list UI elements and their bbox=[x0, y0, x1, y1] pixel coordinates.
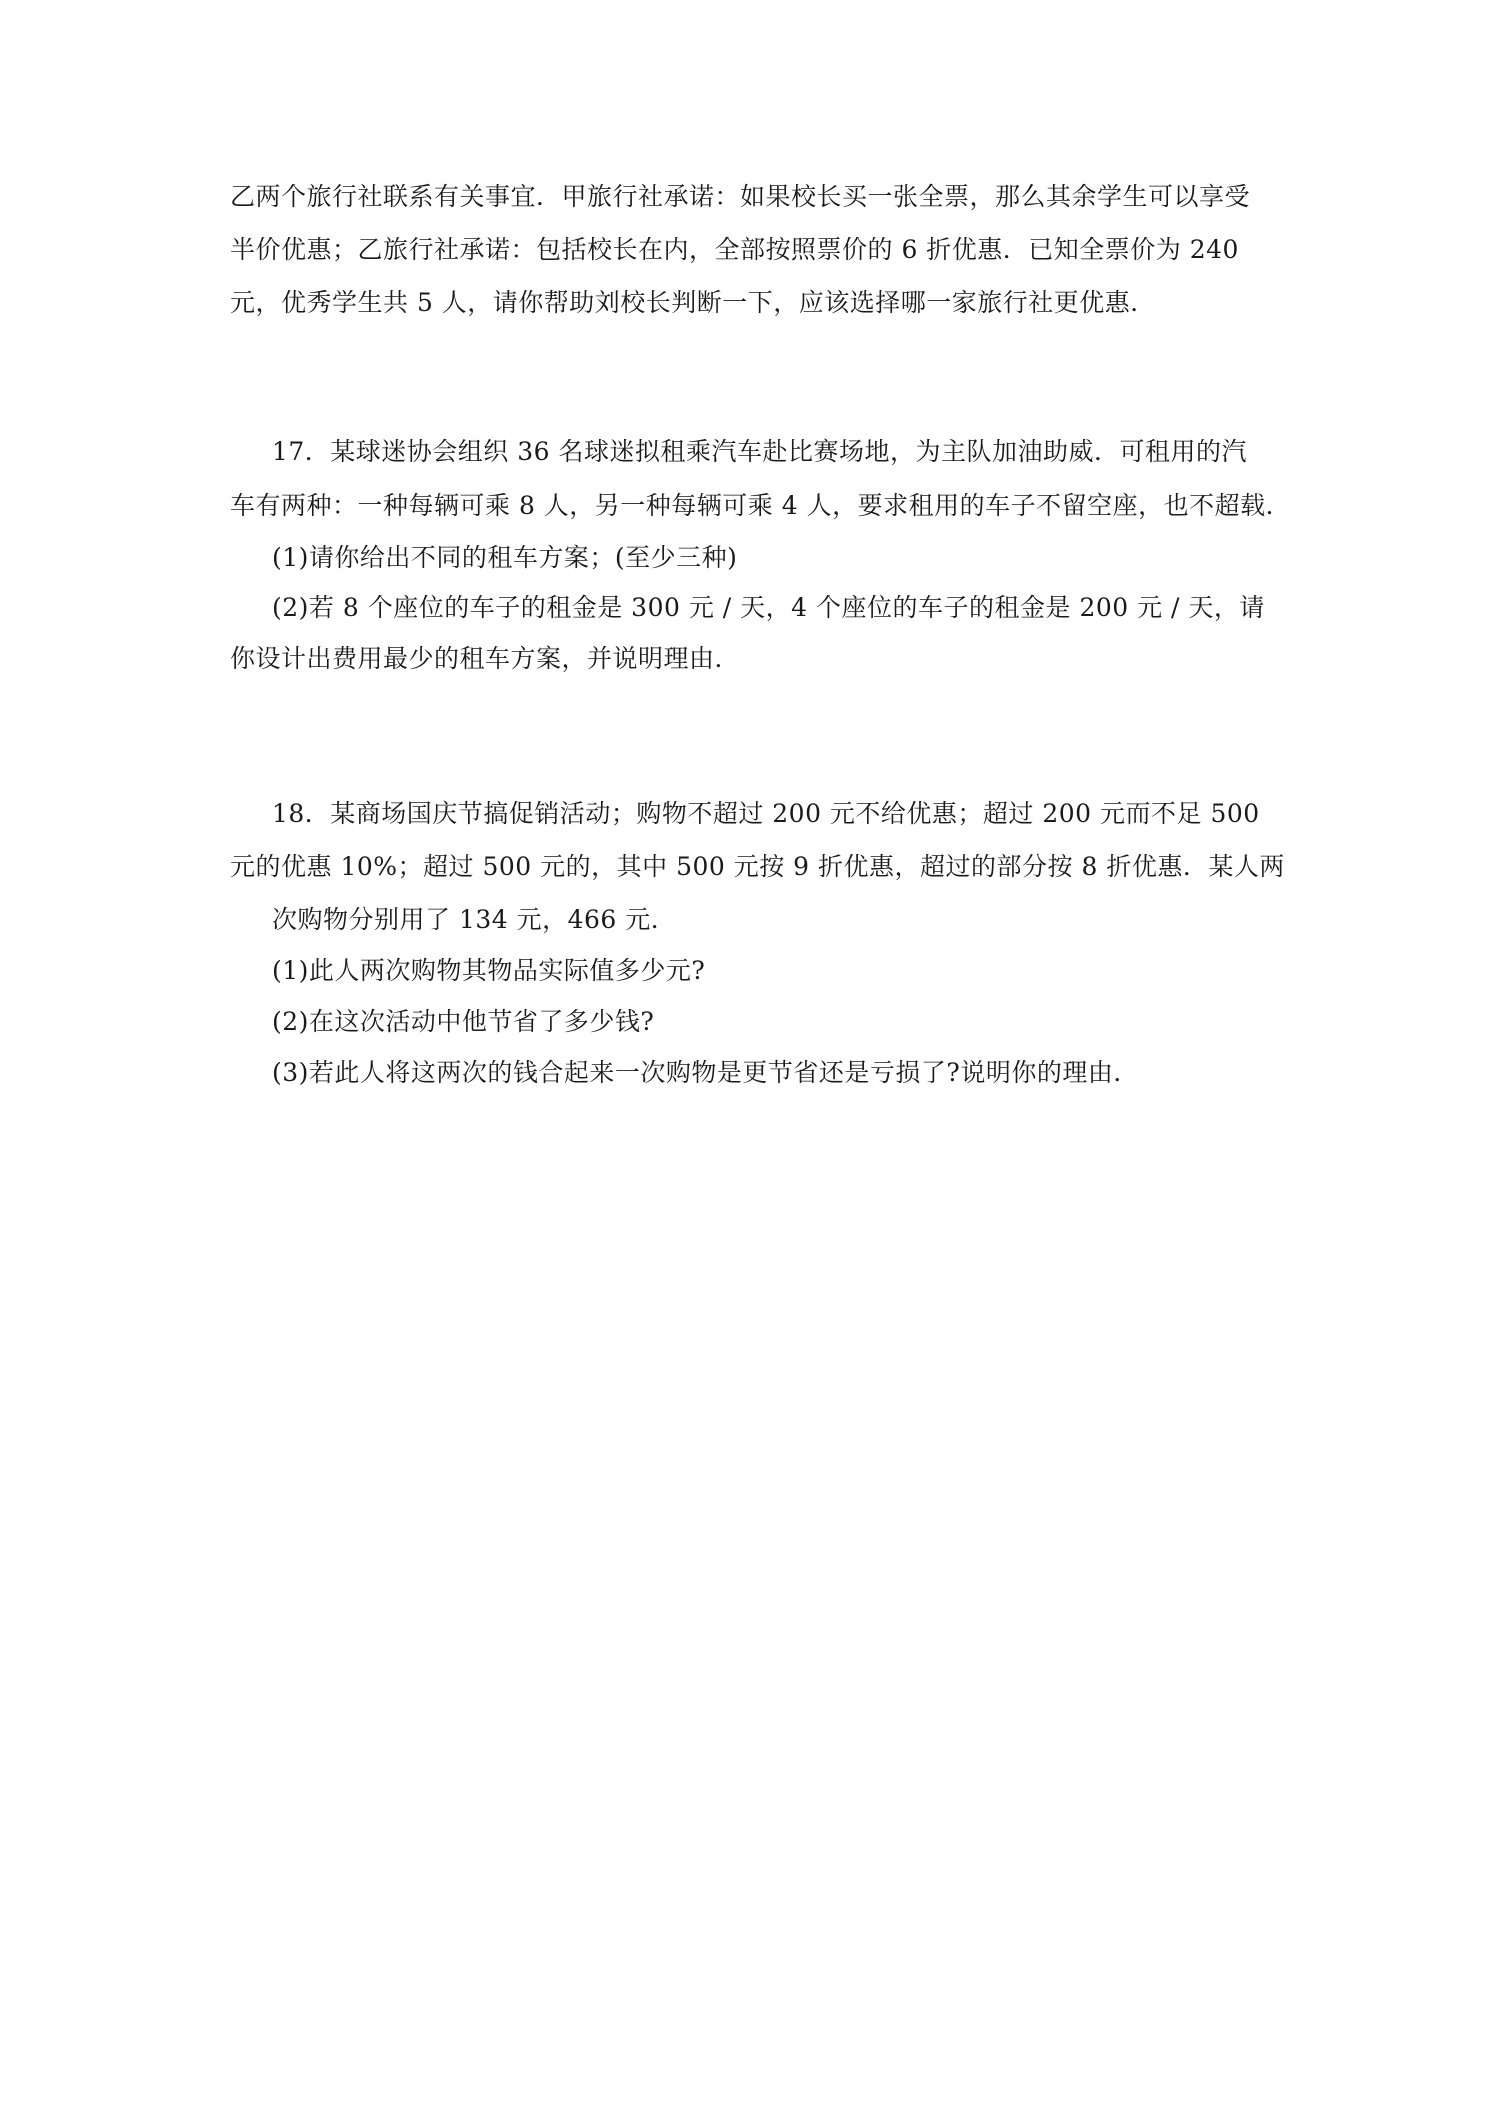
problem-18-line-2: 元的优惠 10%；超过 500 元的，其中 500 元按 9 折优惠，超过的部分按 8 折优惠．某人两 bbox=[230, 852, 1285, 881]
problem-17-question-2-line-1: (2)若 8 个座位的车子的租金是 300 元 / 天，4 个座位的车子的租金是 200 元 / 天，请 bbox=[272, 593, 1265, 622]
problem-17-line-1: 17．某球迷协会组织 36 名球迷拟租乘汽车赴比赛场地，为主队加油助威．可租用的汽 bbox=[272, 437, 1248, 466]
problem-18-line-3: 次购物分别用了 134 元，466 元． bbox=[272, 905, 677, 934]
problem-17-question-1: (1)请你给出不同的租车方案；(至少三种) bbox=[272, 543, 738, 572]
problem-18-question-2: (2)在这次活动中他节省了多少钱? bbox=[272, 1007, 655, 1036]
problem-16-line-1: 乙两个旅行社联系有关事宜．甲旅行社承诺：如果校长买一张全票，那么其余学生可以享受 bbox=[230, 182, 1251, 211]
problem-18-question-1: (1)此人两次购物其物品实际值多少元? bbox=[272, 956, 706, 985]
problem-17-question-2-line-2: 你设计出费用最少的租车方案，并说明理由． bbox=[230, 644, 741, 673]
problem-16-line-2: 半价优惠；乙旅行社承诺：包括校长在内，全部按照票价的 6 折优惠．已知全票价为 240 bbox=[230, 235, 1239, 264]
problem-18-question-3: (3)若此人将这两次的钱合起来一次购物是更节省还是亏损了?说明你的理由． bbox=[272, 1058, 1139, 1087]
problem-18-line-1: 18．某商场国庆节搞促销活动；购物不超过 200 元不给优惠；超过 200 元而不足 500 bbox=[272, 799, 1260, 828]
problem-17-line-2: 车有两种：一种每辆可乘 8 人，另一种每辆可乘 4 人，要求租用的车子不留空座，也不超载． bbox=[230, 491, 1292, 520]
problem-16-line-3: 元，优秀学生共 5 人，请你帮助刘校长判断一下，应该选择哪一家旅行社更优惠． bbox=[230, 288, 1156, 317]
